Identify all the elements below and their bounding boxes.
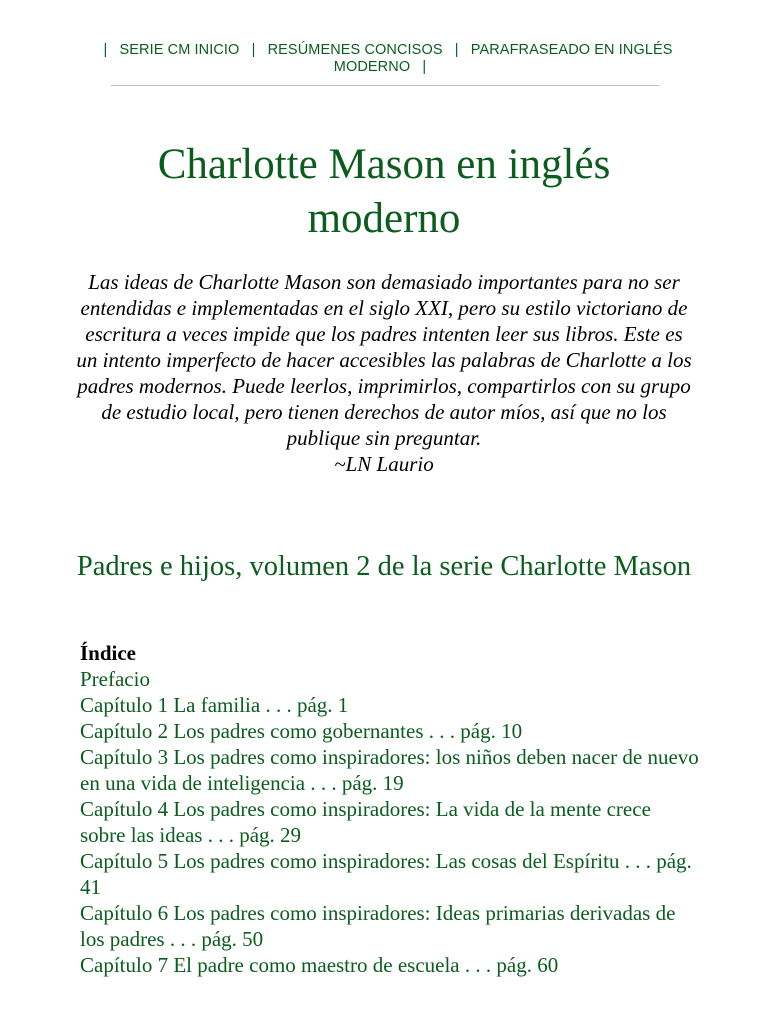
page-title: Charlotte Mason en inglés moderno xyxy=(157,141,611,242)
nav-link-serie-cm-inicio[interactable]: SERIE CM INICIO xyxy=(119,42,240,58)
toc-item-capitulo-2[interactable]: Capítulo 2 Los padres como gobernantes . . . pág. 10 xyxy=(80,719,523,743)
toc-item-capitulo-5[interactable]: Capítulo 5 Los padres como inspiradores: Las cosas del Espíritu . . . pág. 41 xyxy=(80,849,692,899)
nav-link-resumenes-concisos[interactable]: RESÚMENES CONCISOS xyxy=(267,42,443,58)
nav-separator: | xyxy=(454,42,459,58)
top-navigation xyxy=(80,42,688,76)
divider-line xyxy=(111,85,659,86)
toc-item-capitulo-7[interactable]: Capítulo 7 El padre como maestro de escuela . . . pág. 60 xyxy=(80,953,559,977)
intro-paragraph xyxy=(76,269,692,477)
nav-separator: | xyxy=(251,42,256,58)
nav-link-parafraseado[interactable]: PARAFRASEADO EN INGLÉS MODERNO xyxy=(333,42,673,75)
author-signature: ~LN Laurio xyxy=(334,452,434,476)
toc-item-capitulo-3[interactable]: Capítulo 3 Los padres como inspiradores: los niños deben nacer de nuevo en una vida de inteligencia . . . pág. 19 xyxy=(80,745,699,795)
toc-item-capitulo-6[interactable]: Capítulo 6 Los padres como inspiradores: Ideas primarias derivadas de los padres . . . pág. 50 xyxy=(80,901,676,951)
toc-heading: Índice xyxy=(80,641,137,665)
intro-text: Las ideas de Charlotte Mason son demasiado importantes para no ser entendidas e implementadas en el siglo XXI, pero su estilo victoriano de escritura a veces impide que los padres intenten leer sus libros. Este es un intento imperfecto de hacer accesibles las palabras de Charlotte a los padres modernos. Puede leerlos, imprimirlos, compartirlos con su grupo de estudio local, pero tienen derechos de autor míos, así que no los publique sin preguntar. xyxy=(76,270,692,450)
nav-separator: | xyxy=(103,42,108,58)
toc-item-capitulo-4[interactable]: Capítulo 4 Los padres como inspiradores: La vida de la mente crece sobre las ideas . . . pág. 29 xyxy=(80,797,651,847)
toc-item-capitulo-1[interactable]: Capítulo 1 La familia . . . pág. 1 xyxy=(80,693,349,717)
nav-separator: | xyxy=(422,59,427,75)
table-of-contents xyxy=(80,640,700,978)
toc-item-prefacio[interactable]: Prefacio xyxy=(80,667,150,691)
book-subtitle: Padres e hijos, volumen 2 de la serie Charlotte Mason xyxy=(76,551,692,582)
